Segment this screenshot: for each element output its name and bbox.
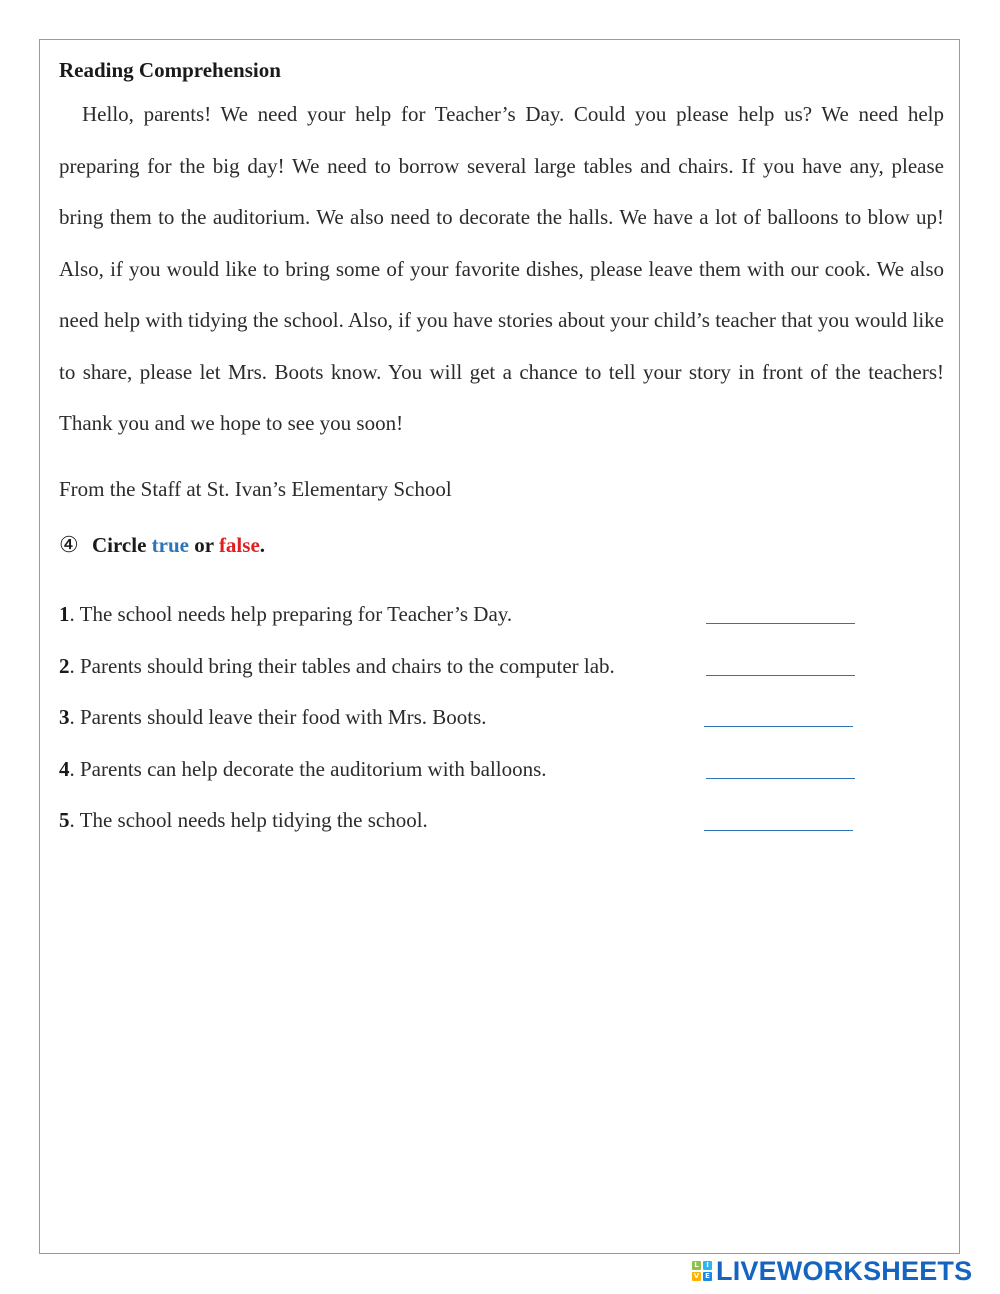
answer-blank-4[interactable] [706, 778, 855, 779]
instruction-heading [59, 532, 265, 558]
question-3 [59, 705, 487, 730]
answer-blank-3[interactable] [704, 726, 853, 727]
answer-blank-2[interactable] [706, 675, 855, 676]
question-number: 3 [59, 705, 70, 729]
logo-wordmark: LIVEWORKSHEETS [716, 1255, 973, 1286]
instruction-prefix: Circle [91, 533, 147, 557]
question-number: 2 [59, 654, 70, 678]
question-text: . The school needs help tidying the school. [69, 808, 428, 832]
question-text: . Parents can help decorate the auditorium with balloons. [69, 757, 547, 781]
passage-signoff: From the Staff at St. Ivan’s Elementary School [59, 477, 452, 501]
question-number: 1 [59, 602, 70, 626]
instruction-word-true: true [151, 533, 189, 557]
passage-text: Hello, parents! We need your help for Teacher’s Day. Could you please help us? We need help preparing for the big day! We need to borrow several large tables and chairs. If you have any, please bring them to the auditorium. We also need to decorate the halls. We have a lot of balloons to blow up! Also, if you would like to bring some of your favorite dishes, please leave them with our cook. We also need help with tidying the school. Also, if you have stories about your child’s teacher that you would like to share, please let Mrs. Boots know. You will get a chance to tell your story in front of the teachers! Thank you and we hope to see you soon! [59, 102, 944, 435]
question-text: . Parents should bring their tables and chairs to the computer lab. [69, 654, 615, 678]
question-2 [59, 654, 615, 679]
question-1 [59, 602, 512, 627]
logo-block: I [703, 1261, 712, 1270]
question-text: . The school needs help preparing for Teacher’s Day. [69, 602, 513, 626]
question-number: 5 [59, 808, 70, 832]
reading-passage [59, 89, 944, 450]
section-number: ④ [59, 532, 79, 557]
instruction-word-false: false [218, 533, 260, 557]
answer-blank-1[interactable] [706, 623, 855, 624]
logo-block: V [693, 1272, 700, 1280]
instruction-connector: or [194, 533, 214, 557]
worksheet-title: Reading Comprehension [59, 58, 281, 82]
question-5 [59, 808, 428, 833]
question-text: . Parents should leave their food with Mrs. Boots. [69, 705, 487, 729]
logo-block: E [703, 1272, 712, 1281]
instruction-suffix: . [259, 533, 266, 557]
question-number: 4 [59, 757, 70, 781]
liveworksheets-logo [692, 1256, 972, 1286]
answer-blank-5[interactable] [704, 830, 853, 831]
logo-blocks-icon [692, 1261, 712, 1281]
question-4 [59, 757, 547, 782]
logo-block: L [692, 1261, 701, 1270]
